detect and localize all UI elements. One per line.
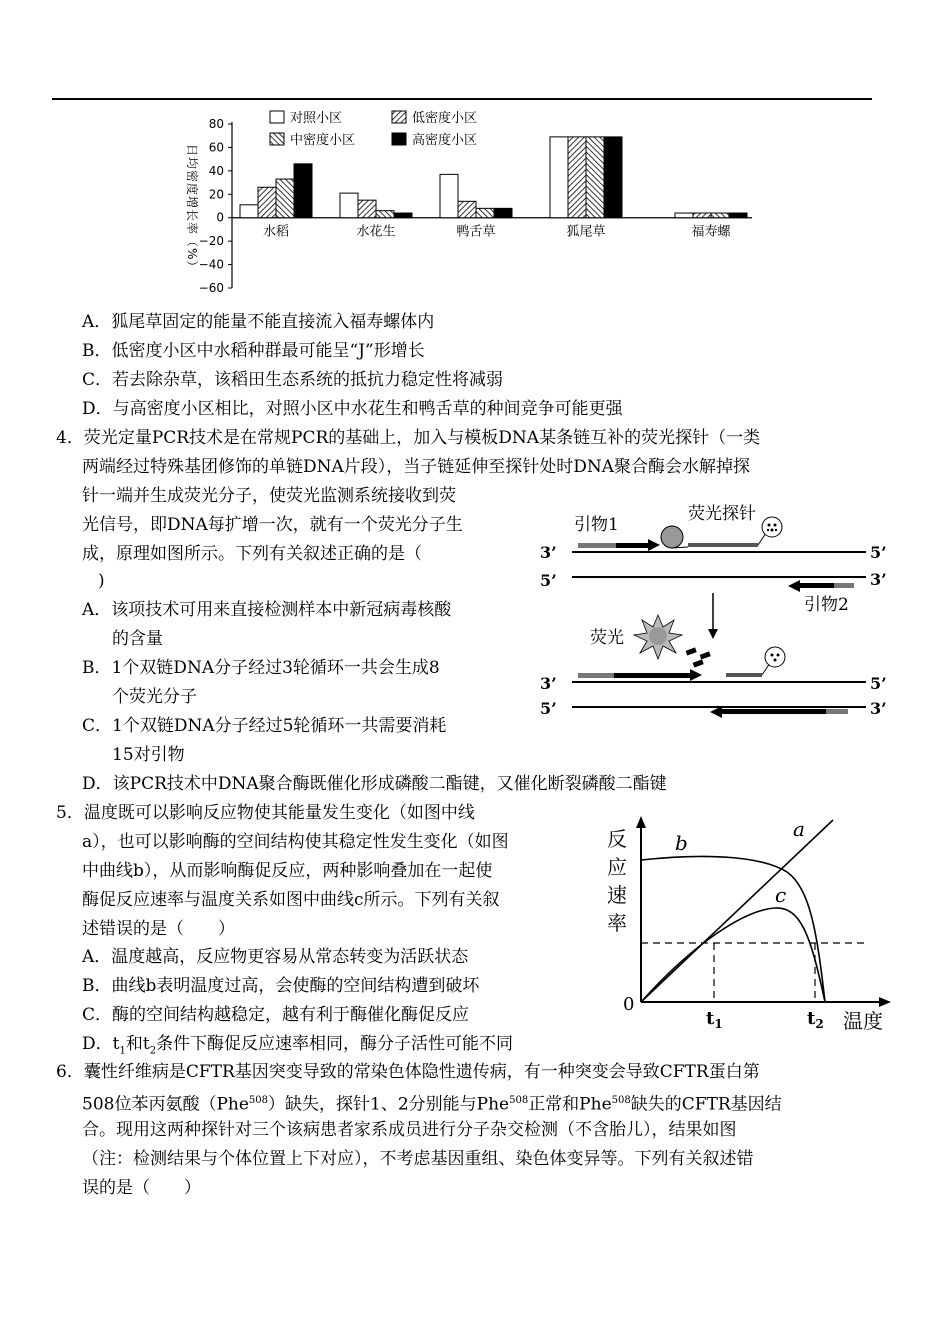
- bar: [711, 213, 729, 218]
- y-tick-label: 80: [208, 117, 224, 131]
- legend-swatch: [392, 133, 406, 145]
- y-tick-label: −20: [198, 234, 224, 249]
- y-tick-label: 0: [216, 210, 224, 225]
- q3-option-a: A．狐尾草固定的能量不能直接流入福寿螺体内: [82, 312, 435, 332]
- q5-line-1: 5．温度既可以影响反应物使其能量发生变化（如图中线: [56, 803, 475, 823]
- legend-label: 高密度小区: [412, 133, 478, 148]
- q6-line-1: 6．囊性纤维病是CFTR基因突变导致的常染色体隐性遗传病，有一种突变会导致CFTR蛋白第: [56, 1062, 760, 1082]
- label-c: c: [775, 883, 787, 907]
- bar: [729, 213, 747, 218]
- q5-option-a: A．温度越高，反应物更容易从常态转变为活跃状态: [82, 947, 469, 967]
- end-5-bot2: 5’: [540, 699, 557, 718]
- bar-chart: [170, 104, 770, 300]
- category-label: 福寿螺: [691, 224, 731, 240]
- y-tick-label: 60: [208, 140, 224, 155]
- label-a: a: [793, 817, 805, 841]
- ylabel-char-2: 应: [607, 855, 627, 879]
- bar: [340, 193, 358, 218]
- label-b: b: [675, 831, 688, 855]
- end-3-bot1: 3’: [870, 570, 887, 589]
- q5-line-3: 中曲线b），从而影响酶促反应，两种影响叠加在一起使: [82, 861, 493, 881]
- bar: [693, 213, 711, 218]
- y-tick-label: −40: [198, 257, 224, 272]
- bar: [358, 200, 376, 218]
- q3-option-b: B．低密度小区中水稻种群最可能呈“J”形增长: [82, 341, 425, 361]
- bar: [458, 201, 476, 217]
- bar: [294, 164, 312, 218]
- q4-option-a: A．该项技术可用来直接检测样本中新冠病毒核酸: [82, 600, 452, 620]
- t1-label: $t_1$: [706, 1008, 723, 1031]
- y-axis-label: 日均密度增长率（%）: [185, 144, 199, 274]
- end-3-top2: 3’: [540, 674, 557, 693]
- q4-option-d: D．该PCR技术中DNA聚合酶既催化形成磷酸二酯键，又催化断裂磷酸二酯键: [82, 774, 667, 794]
- legend-swatch: [270, 133, 284, 145]
- bar: [394, 213, 412, 218]
- y-tick-label: −60: [198, 281, 224, 295]
- origin-label: 0: [623, 994, 635, 1015]
- q5-line-5: 述错误的是（ ）: [82, 919, 235, 939]
- category-label: 水花生: [356, 224, 396, 240]
- q6-line-5: 误的是（ ）: [82, 1178, 201, 1198]
- label-primer1: 引物1: [574, 515, 619, 535]
- bar: [258, 187, 276, 217]
- q4-line-6: ): [98, 571, 105, 591]
- q4-option-b: B．1个双链DNA分子经过3轮循环一共会生成8: [82, 658, 440, 678]
- ylabel-char-3: 速: [607, 883, 627, 907]
- q4-line-3: 针一端并生成荧光分子，使荧光监测系统接收到荧: [82, 486, 456, 506]
- q5-line-4: 酶促反应速率与温度关系如图中曲线c所示。下列有关叙: [82, 890, 500, 910]
- q3-option-d: D．与高密度小区相比，对照小区中水花生和鸭舌草的种间竞争可能更强: [82, 399, 623, 419]
- q6-line-2: 508位苯丙氨酸（Phe$^{508}$）缺失，探针1、2分别能与Phe$^{508}$正常和Phe$^{508}$缺失的CFTR基因结: [82, 1094, 782, 1115]
- bar: [586, 137, 604, 218]
- label-primer2: 引物2: [804, 595, 849, 615]
- ylabel-char-4: 率: [607, 911, 627, 935]
- legend-label: 对照小区: [290, 111, 343, 126]
- q5-option-c: C．酶的空间结构越稳定，越有利于酶催化酶促反应: [82, 1005, 470, 1025]
- legend-label: 中密度小区: [290, 133, 356, 148]
- end-3-top1: 3’: [540, 543, 557, 562]
- category-label: 鸭舌草: [456, 224, 496, 240]
- q5-option-b: B．曲线b表明温度过高，会使酶的空间结构遭到破坏: [82, 976, 480, 996]
- q5-option-d: D．$t_1$和$t_2$条件下酶促反应速率相同，酶分子活性可能不同: [82, 1034, 514, 1057]
- legend-label: 低密度小区: [412, 111, 478, 126]
- q4-option-b-cont: 个荧光分子: [112, 687, 197, 707]
- q4-option-c: C．1个双链DNA分子经过5轮循环一共需要消耗: [82, 716, 447, 736]
- bar: [240, 205, 258, 218]
- legend-swatch: [392, 111, 406, 123]
- probe-quencher-icon: [762, 517, 782, 537]
- pcr-diagram: [530, 495, 890, 725]
- bar: [604, 137, 622, 218]
- bar: [276, 179, 294, 218]
- q3-option-c: C．若去除杂草，该稻田生态系统的抵抗力稳定性将减弱: [82, 370, 504, 390]
- y-tick-label: 40: [208, 163, 224, 178]
- bar: [568, 137, 586, 218]
- enzyme-rate-graph: [595, 812, 925, 1037]
- y-tick-label: 20: [208, 187, 224, 202]
- q4-line-4: 光信号，即DNA每扩增一次，就有一个荧光分子生: [82, 515, 463, 535]
- ylabel-char-1: 反: [607, 827, 627, 851]
- q5-line-2: a），也可以影响酶的空间结构使其稳定性发生变化（如图: [82, 832, 509, 852]
- q4-line-1: 4．荧光定量PCR技术是在常规PCR的基础上，加入与模板DNA某条链互补的荧光探针（一类: [56, 428, 761, 448]
- bar: [550, 137, 568, 218]
- bar: [675, 213, 693, 218]
- end-3-bot2: 3’: [870, 699, 887, 718]
- legend-swatch: [270, 111, 284, 123]
- end-5-top1: 5’: [870, 543, 887, 562]
- label-fluor: 荧光: [590, 628, 624, 648]
- category-label: 水稻: [262, 224, 290, 240]
- end-5-bot1: 5’: [540, 571, 557, 590]
- q4-line-5: 成，原理如图所示。下列有关叙述正确的是（: [82, 544, 422, 564]
- bar: [376, 211, 394, 218]
- q4-line-2: 两端经过特殊基团修饰的单链DNA片段），当子链延伸至探针处时DNA聚合酶会水解掉探: [82, 457, 751, 477]
- x-axis-label: 温度: [843, 1009, 883, 1033]
- q4-option-c-cont: 15对引物: [112, 745, 185, 765]
- bar: [494, 208, 512, 217]
- bar: [440, 174, 458, 217]
- end-5-top2: 5’: [870, 674, 887, 693]
- q6-line-3: 合。现用这两种探针对三个该病患者家系成员进行分子杂交检测（不含胎儿），结果如图: [82, 1120, 737, 1140]
- header-rule: [52, 98, 872, 100]
- category-label: 狐尾草: [566, 224, 606, 240]
- t2-label: $t_2$: [807, 1008, 824, 1031]
- q6-line-4: （注：检测结果与个体位置上下对应），不考虑基因重组、染色体变异等。下列有关叙述错: [82, 1149, 754, 1169]
- bar: [476, 208, 494, 217]
- q4-option-a-cont: 的含量: [112, 629, 163, 649]
- label-probe: 荧光探针: [688, 504, 756, 524]
